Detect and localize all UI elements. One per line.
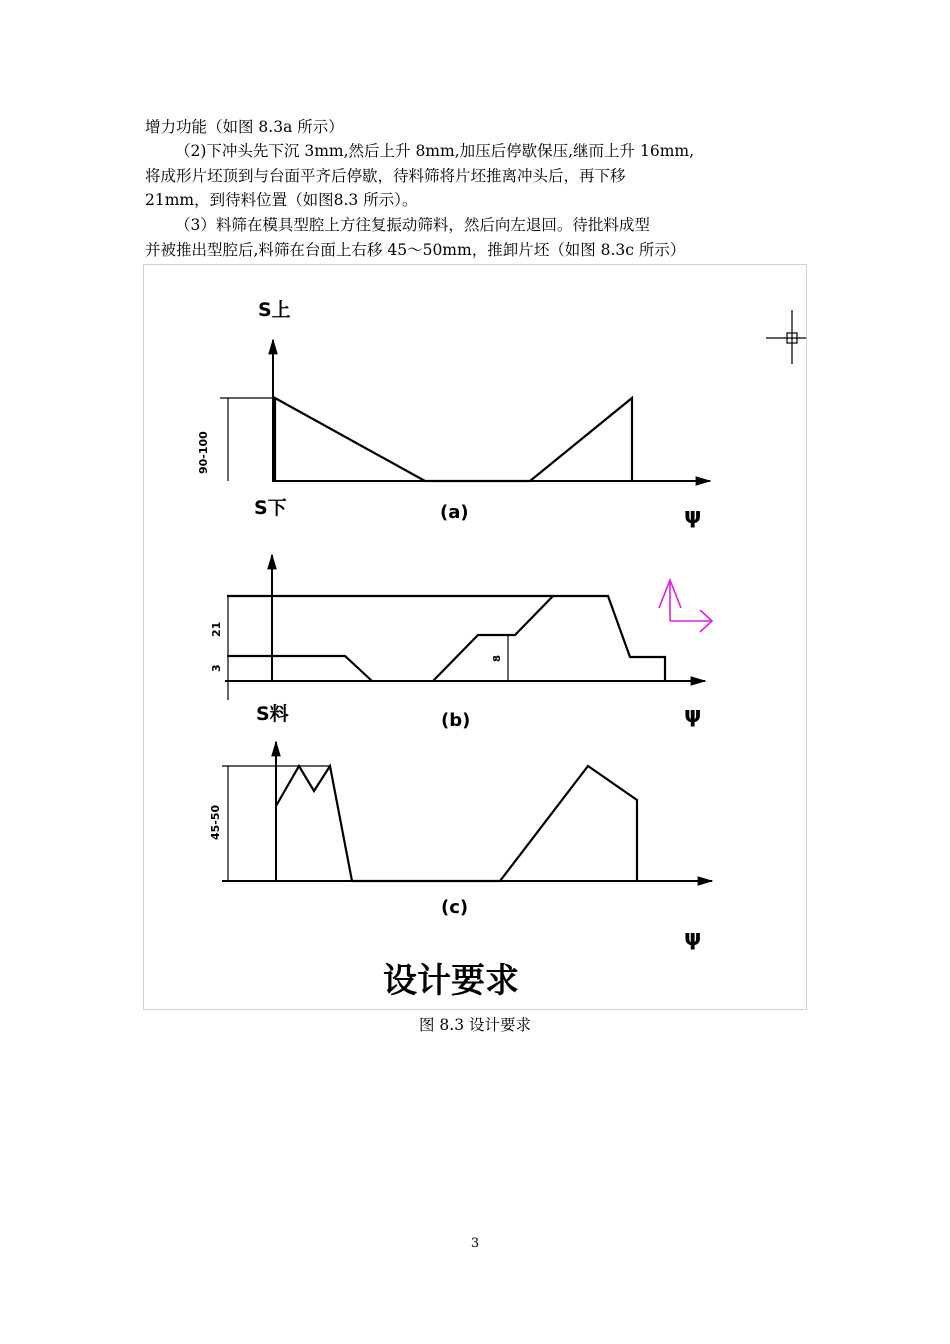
figure-caption: 图 8.3 设计要求 [418,1016,531,1034]
body-line-4: 21mm，到待料位置（如图8.3 所示）。 [145,191,418,209]
body-line-1: 增力功能（如图 8.3a 所示） [145,118,344,136]
graph-c-curve [276,766,637,881]
graph-b-dim-bottom: 3 [210,664,223,672]
graph-a-curve [275,398,632,481]
body-line-5: （3）料筛在模具型腔上方往复振动筛料，然后向左退回。待批料成型 [175,216,650,234]
crosshair-cursor-icon [766,310,806,364]
graph-b-rise-curve [433,596,553,681]
ucs-axes-icon [659,580,712,632]
graph-c-y-label: S料 [256,703,289,725]
graph-a-y-label: S上 [258,299,291,321]
graph-b-left-curve [227,656,372,681]
graph-b [225,555,705,700]
graph-c-sub-label: (c) [441,897,469,918]
page-number: 3 [470,1236,480,1251]
graph-a-sub-label: (a) [440,502,469,523]
graph-b-dim-mid: 8 [492,655,503,662]
graph-b-sub-label: (b) [441,710,471,731]
graph-c [222,742,712,881]
graph-b-dim-top: 21 [210,621,223,637]
graph-a [220,340,710,482]
graph-b-y-label: S下 [254,497,287,519]
body-line-6: 并被推出型腔后,料筛在台面上右移 45～50mm，推卸片坯（如图 8.3c 所示） [145,241,686,259]
body-line-3: 将成形片坯顶到与台面平齐后停歇，待料筛将片坯推离冲头后，再下移 [145,167,626,185]
graph-a-dim-label: 90-100 [197,431,210,474]
graph-c-dim-label: 45-50 [209,804,222,840]
figure-big-title: 设计要求 [383,961,519,1001]
graph-c-x-label: ψ [684,926,702,951]
graph-a-x-label: ψ [684,504,702,529]
graph-b-x-label: ψ [684,703,702,728]
body-line-2: （2)下冲头先下沉 3mm,然后上升 8mm,加压后停歇保压,继而上升 16mm, [175,142,695,160]
